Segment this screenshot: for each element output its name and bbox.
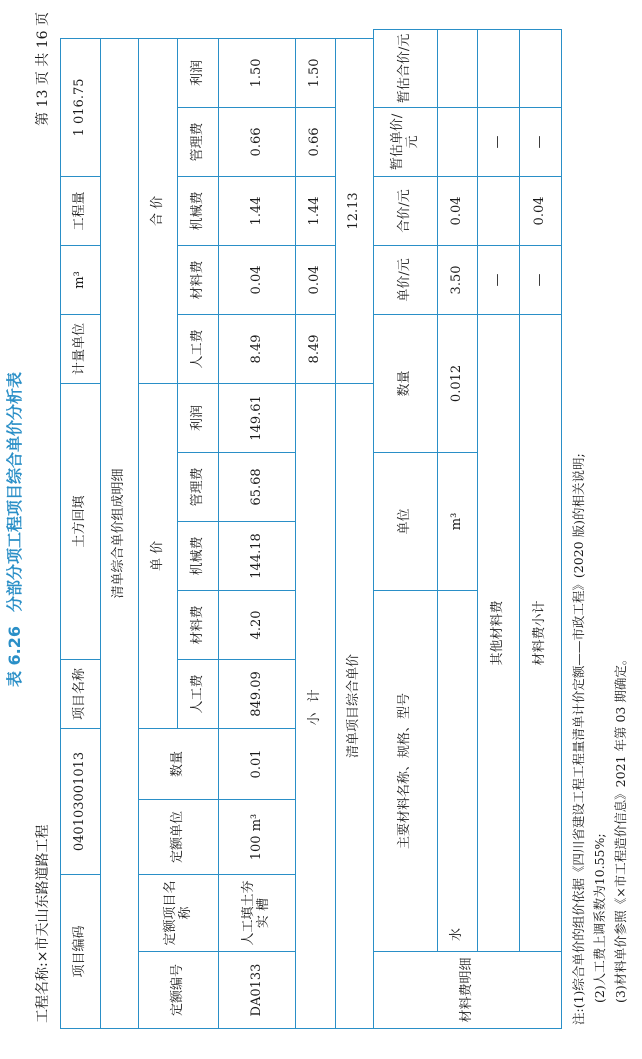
subtotal-labor: 8.49	[296, 314, 336, 383]
material-name-header: 主要材料名称、规格、型号	[374, 590, 438, 951]
unit-price-header: 单 价	[139, 383, 178, 728]
table-row	[374, 30, 438, 1029]
breakdown-title: 清单综合单价组成明细	[101, 38, 139, 1028]
profit-header: 利润	[178, 383, 219, 452]
code-label: 项目编码	[61, 874, 101, 1028]
quota-code: DA0133	[219, 952, 296, 1029]
table-row	[520, 30, 562, 1029]
composite-value: 12.13	[336, 38, 374, 383]
water-qty: 0.012	[438, 314, 478, 452]
unit-label: 计量单位	[61, 314, 101, 383]
total-management: 0.66	[219, 107, 296, 176]
total-labor: 8.49	[219, 314, 296, 383]
note-line: 注:(1)综合单价的组价依据《四川省建设工程工程量清单计价定额——市政工程》(2020 版)的相关说明;	[571, 453, 586, 1025]
qty-value: 1 016.75	[61, 38, 101, 176]
table-row	[61, 30, 101, 1029]
quantity-header: 数量	[139, 728, 219, 799]
total-profit: 1.50	[219, 38, 296, 107]
name-label: 项目名称	[61, 659, 101, 728]
quota-code-header: 定额编号	[139, 952, 219, 1029]
table-number: 表 6.26	[5, 625, 24, 688]
management-header: 管理费	[178, 107, 219, 176]
unit-value: m³	[61, 245, 101, 314]
price-analysis-table	[60, 29, 562, 1029]
material-unit-header: 单位	[374, 452, 438, 590]
material-total-header: 合价/元	[374, 176, 438, 245]
profit-header: 利润	[178, 38, 219, 107]
material-header: 材料费	[178, 590, 219, 659]
table-row	[336, 30, 374, 1029]
material-qty-header: 数量	[374, 314, 438, 452]
estimated-price-header: 暂估单价/元	[374, 107, 438, 176]
subtotal-label: 小 计	[296, 383, 336, 1028]
unit-labor: 849.09	[219, 659, 296, 728]
subtotal-machine: 1.44	[296, 176, 336, 245]
labor-header: 人工费	[178, 659, 219, 728]
management-header: 管理费	[178, 452, 219, 521]
other-material-price: —	[478, 245, 520, 314]
quota-unit: 100 m³	[219, 799, 296, 874]
quota-name: 人工填土夯实 槽	[219, 874, 296, 951]
table-name: 分部分项工程项目综合单价分析表	[5, 371, 24, 612]
subtotal-material: 0.04	[296, 245, 336, 314]
total-material: 0.04	[219, 245, 296, 314]
total-machine: 1.44	[219, 176, 296, 245]
quota-qty: 0.01	[219, 728, 296, 799]
unit-profit: 149.61	[219, 383, 296, 452]
table-notes	[568, 453, 631, 1025]
page-indicator: 第 13 页 共 16 页	[35, 12, 51, 126]
material-subtotal-price: —	[520, 245, 562, 314]
note-line: (3)材料单价参照《×市工程造价信息》2021 年第 03 期确定。	[613, 652, 628, 1003]
material-section-label: 材料费明细	[374, 952, 562, 1029]
qty-label: 工程量	[61, 176, 101, 245]
other-estimated-price: —	[478, 107, 520, 176]
material-subtotal-est-price: —	[520, 107, 562, 176]
subtotal-profit: 1.50	[296, 38, 336, 107]
table-row	[139, 30, 178, 1029]
machine-header: 机械费	[178, 176, 219, 245]
unit-management: 65.68	[219, 452, 296, 521]
total-price-header: 合 价	[139, 38, 178, 383]
material-subtotal-name: 材料费小计	[520, 314, 562, 951]
other-material-name: 其他材料费	[478, 314, 520, 951]
unit-material: 4.20	[219, 590, 296, 659]
table-row	[296, 30, 336, 1029]
code-value: 040103001013	[61, 728, 101, 874]
composite-label: 清单项目综合单价	[336, 383, 374, 1028]
estimated-total-header: 暂估合价/元	[374, 30, 438, 108]
material-header: 材料费	[178, 245, 219, 314]
table-row	[438, 30, 478, 1029]
water-total: 0.04	[438, 176, 478, 245]
quota-unit-header: 定额单位	[139, 799, 219, 874]
note-line: (2)人工费上调系数为10.55%;	[592, 833, 607, 1003]
material-price-header: 单价/元	[374, 245, 438, 314]
name-value: 土方回填	[61, 383, 101, 659]
labor-header: 人工费	[178, 314, 219, 383]
machine-header: 机械费	[178, 521, 219, 590]
water-name: 水	[438, 590, 478, 951]
project-name: 工程名称:×市天山东路道路工程	[35, 824, 51, 1023]
subtotal-management: 0.66	[296, 107, 336, 176]
table-title	[2, 0, 25, 1059]
table-row	[219, 30, 296, 1029]
water-price: 3.50	[438, 245, 478, 314]
material-subtotal-total: 0.04	[520, 176, 562, 245]
unit-machine: 144.18	[219, 521, 296, 590]
water-unit: m³	[438, 452, 478, 590]
table-row	[478, 30, 520, 1029]
table-row	[101, 30, 139, 1029]
quota-name-header: 定额项目名称	[139, 874, 219, 951]
